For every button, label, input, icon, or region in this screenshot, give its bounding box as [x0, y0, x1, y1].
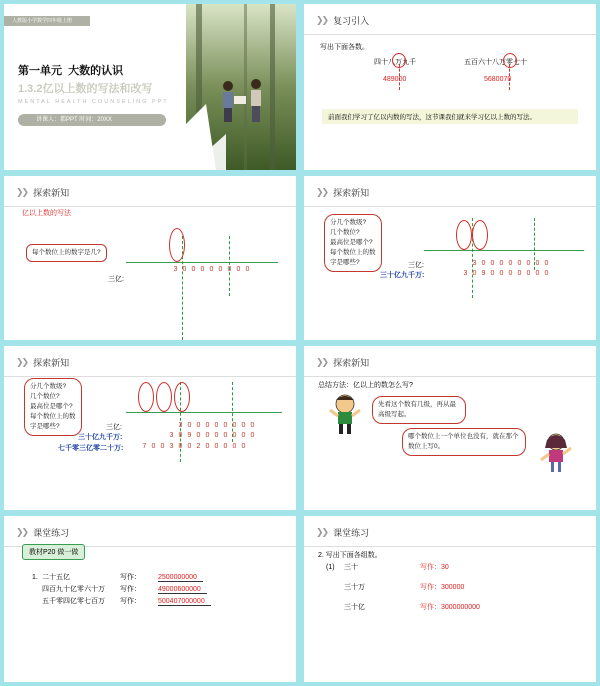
textbook-tag: 教材P20 做一做 [22, 544, 85, 560]
digit: 0 [227, 266, 232, 273]
digit-row [140, 443, 248, 450]
digit: 9 [187, 432, 192, 439]
slide-cover[interactable] [4, 4, 296, 170]
answer-field[interactable]: 写作：3000000000 [420, 604, 480, 611]
digit: 0 [499, 270, 504, 277]
digit: 0 [223, 443, 228, 450]
item1-answer: 489000 [383, 76, 407, 83]
summary-text: 总结方法：亿以上的数怎么写? [318, 382, 413, 389]
digit: 3 [178, 422, 183, 429]
digit: 0 [490, 270, 495, 277]
lesson-title: 1.3.2亿以上数的写法和改写 [18, 83, 153, 95]
item2-text: 五百六十八万零七十 [464, 59, 527, 66]
bubble-line: 最高位是哪个? [330, 239, 373, 246]
bubble-line: 分几个数级? [30, 383, 67, 390]
digit: 0 [526, 270, 531, 277]
digit: 0 [508, 270, 513, 277]
slide-header: ❯❯ 探索新知 [316, 357, 370, 368]
digit: 0 [526, 260, 531, 267]
row-label: 三十亿九千万: [380, 272, 425, 279]
slide-header: ❯❯ 复习引入 [316, 15, 370, 26]
exercise-row: 三十亿 写作：3000000000 [344, 604, 480, 611]
prompt: 2. 写出下面各组数。 [318, 552, 382, 559]
digit: 0 [241, 422, 246, 429]
slide-header: ❯❯ 探索新知 [16, 357, 70, 368]
chevron-icon: ❯❯ [16, 527, 28, 537]
row-label: 三亿: [408, 262, 424, 269]
chevron-icon: ❯❯ [16, 357, 28, 367]
digit: 3 [173, 266, 178, 273]
digit: 0 [205, 422, 210, 429]
note-box: 前面我们学习了亿以内数的写法，这节课我们就来学习亿以上数的写法。 [322, 109, 578, 124]
digit: 0 [214, 422, 219, 429]
slide-header: ❯❯ 课堂练习 [16, 527, 70, 538]
digit: 0 [196, 432, 201, 439]
digit: 0 [223, 422, 228, 429]
exercise-row: 四百九十亿零六十万 写作： 49000600000 [32, 584, 282, 594]
hint-bubble: 哪个数位上一个单位也没有，就在那个数位上写0。 [402, 428, 526, 456]
digit: 0 [178, 432, 183, 439]
digit: 0 [245, 266, 250, 273]
row-label: 七千零三亿零二十万: [58, 445, 124, 452]
question-bubble [24, 378, 82, 436]
digit: 0 [241, 432, 246, 439]
slide-summary[interactable] [304, 346, 596, 510]
slide-header: ❯❯ 探索新知 [16, 187, 70, 198]
digit-row [167, 432, 257, 439]
digit: 0 [182, 266, 187, 273]
cartoon-girl-icon [540, 430, 572, 474]
digit: 0 [472, 270, 477, 277]
section-subtitle: 亿以上数的写法 [22, 210, 71, 217]
item1-text: 四十八万九千 [374, 59, 416, 66]
slide-explore-1[interactable] [4, 176, 296, 340]
answer-field[interactable]: 2500000000 [158, 574, 203, 582]
digit: 3 [463, 270, 468, 277]
answer-field[interactable]: 49000600000 [158, 586, 207, 594]
exercise-row: (1) 三十 写作：30 [326, 564, 449, 571]
digit: 0 [517, 260, 522, 267]
digit: 0 [481, 260, 486, 267]
digit: 0 [200, 266, 205, 273]
digit: 0 [508, 260, 513, 267]
digit: 0 [535, 260, 540, 267]
digit: 3 [169, 432, 174, 439]
digit-row [176, 422, 257, 429]
digit: 0 [196, 422, 201, 429]
bubble-line: 字是哪些? [30, 423, 60, 430]
circle-mark [503, 53, 517, 68]
chevron-icon: ❯❯ [16, 187, 28, 197]
forest-photo [186, 4, 296, 170]
bubble-line: 几个数位? [30, 393, 60, 400]
digit: 0 [214, 443, 219, 450]
digit: 0 [223, 432, 228, 439]
slide-practice-1[interactable] [4, 516, 296, 682]
digit: 0 [232, 422, 237, 429]
chevron-icon: ❯❯ [316, 187, 328, 197]
digit: 0 [191, 266, 196, 273]
digit: 3 [472, 260, 477, 267]
exercise-row: 1. 二十五亿 写作： 2500000000 [32, 572, 282, 582]
row-label: 三十亿九千万: [78, 434, 123, 441]
cover-subtitle: MENTAL HEALTH COUNSELING PPT [18, 99, 169, 105]
digit: 0 [544, 270, 549, 277]
bubble-line: 几个数位? [330, 229, 360, 236]
digit: 0 [544, 260, 549, 267]
chevron-icon: ❯❯ [316, 15, 328, 25]
cartoon-boy-icon [328, 392, 362, 436]
exercise-row: 三十万 写作：300000 [344, 584, 465, 591]
digit-row [461, 270, 551, 277]
digit: 0 [250, 432, 255, 439]
digit: 0 [160, 443, 165, 450]
digit: 0 [232, 443, 237, 450]
slide-header: ❯❯ 探索新知 [316, 187, 370, 198]
slide-header: ❯❯ 课堂练习 [316, 527, 370, 538]
answer-field[interactable]: 写作：300000 [420, 584, 465, 591]
digit: 0 [517, 270, 522, 277]
bubble-line: 分几个数级? [330, 219, 367, 226]
digit: 0 [205, 443, 210, 450]
digit: 0 [490, 260, 495, 267]
slide-practice-2[interactable] [304, 516, 596, 682]
digit: 0 [535, 270, 540, 277]
digit: 0 [236, 266, 241, 273]
hint-bubble: 先看这个数有几级，再从最高级写起。 [372, 396, 466, 424]
digit: 0 [209, 266, 214, 273]
answer-field[interactable]: 写作：30 [420, 564, 449, 571]
prompt: 写出下面各数。 [320, 44, 369, 51]
top-note: 人教版小学数学四年级上册 [4, 16, 90, 26]
digit: 0 [250, 422, 255, 429]
exercise-row: 五千零四亿零七百万 写作： 500407000000 [32, 596, 282, 606]
digit: 0 [187, 422, 192, 429]
slide-review[interactable] [304, 4, 596, 170]
digit: 0 [151, 443, 156, 450]
digit: 0 [178, 443, 183, 450]
question-bubble [324, 214, 382, 272]
digit-row [470, 260, 551, 267]
chevron-icon: ❯❯ [316, 527, 328, 537]
question-bubble: 每个数位上的数字是几? [26, 244, 107, 262]
answer-field[interactable]: 500407000000 [158, 598, 211, 606]
bubble-line: 每个数位上的数 [330, 249, 376, 256]
speaker-pill: 讲课人：都PPT 时间：20XX [18, 114, 166, 126]
slide-explore-2[interactable] [304, 176, 596, 340]
bubble-line: 每个数位上的数 [30, 413, 76, 420]
digit: 0 [187, 443, 192, 450]
digit: 0 [241, 443, 246, 450]
digit: 3 [169, 443, 174, 450]
bubble-line: 最高位是哪个? [30, 403, 73, 410]
digit-row [171, 266, 252, 273]
digit: 9 [481, 270, 486, 277]
row-label: 三亿: [106, 424, 122, 431]
chevron-icon: ❯❯ [316, 357, 328, 367]
bubble-line: 字是哪些? [330, 259, 360, 266]
digit: 7 [142, 443, 147, 450]
digit: 0 [232, 432, 237, 439]
unit-title: 第一单元 大数的认识 [18, 65, 124, 77]
digit: 2 [196, 443, 201, 450]
digit: 0 [499, 260, 504, 267]
slide-explore-3[interactable] [4, 346, 296, 510]
digit: 0 [205, 432, 210, 439]
item2-answer: 5680070 [484, 76, 512, 83]
digit: 0 [218, 266, 223, 273]
digit: 0 [214, 432, 219, 439]
row-label: 三亿: [108, 276, 124, 283]
